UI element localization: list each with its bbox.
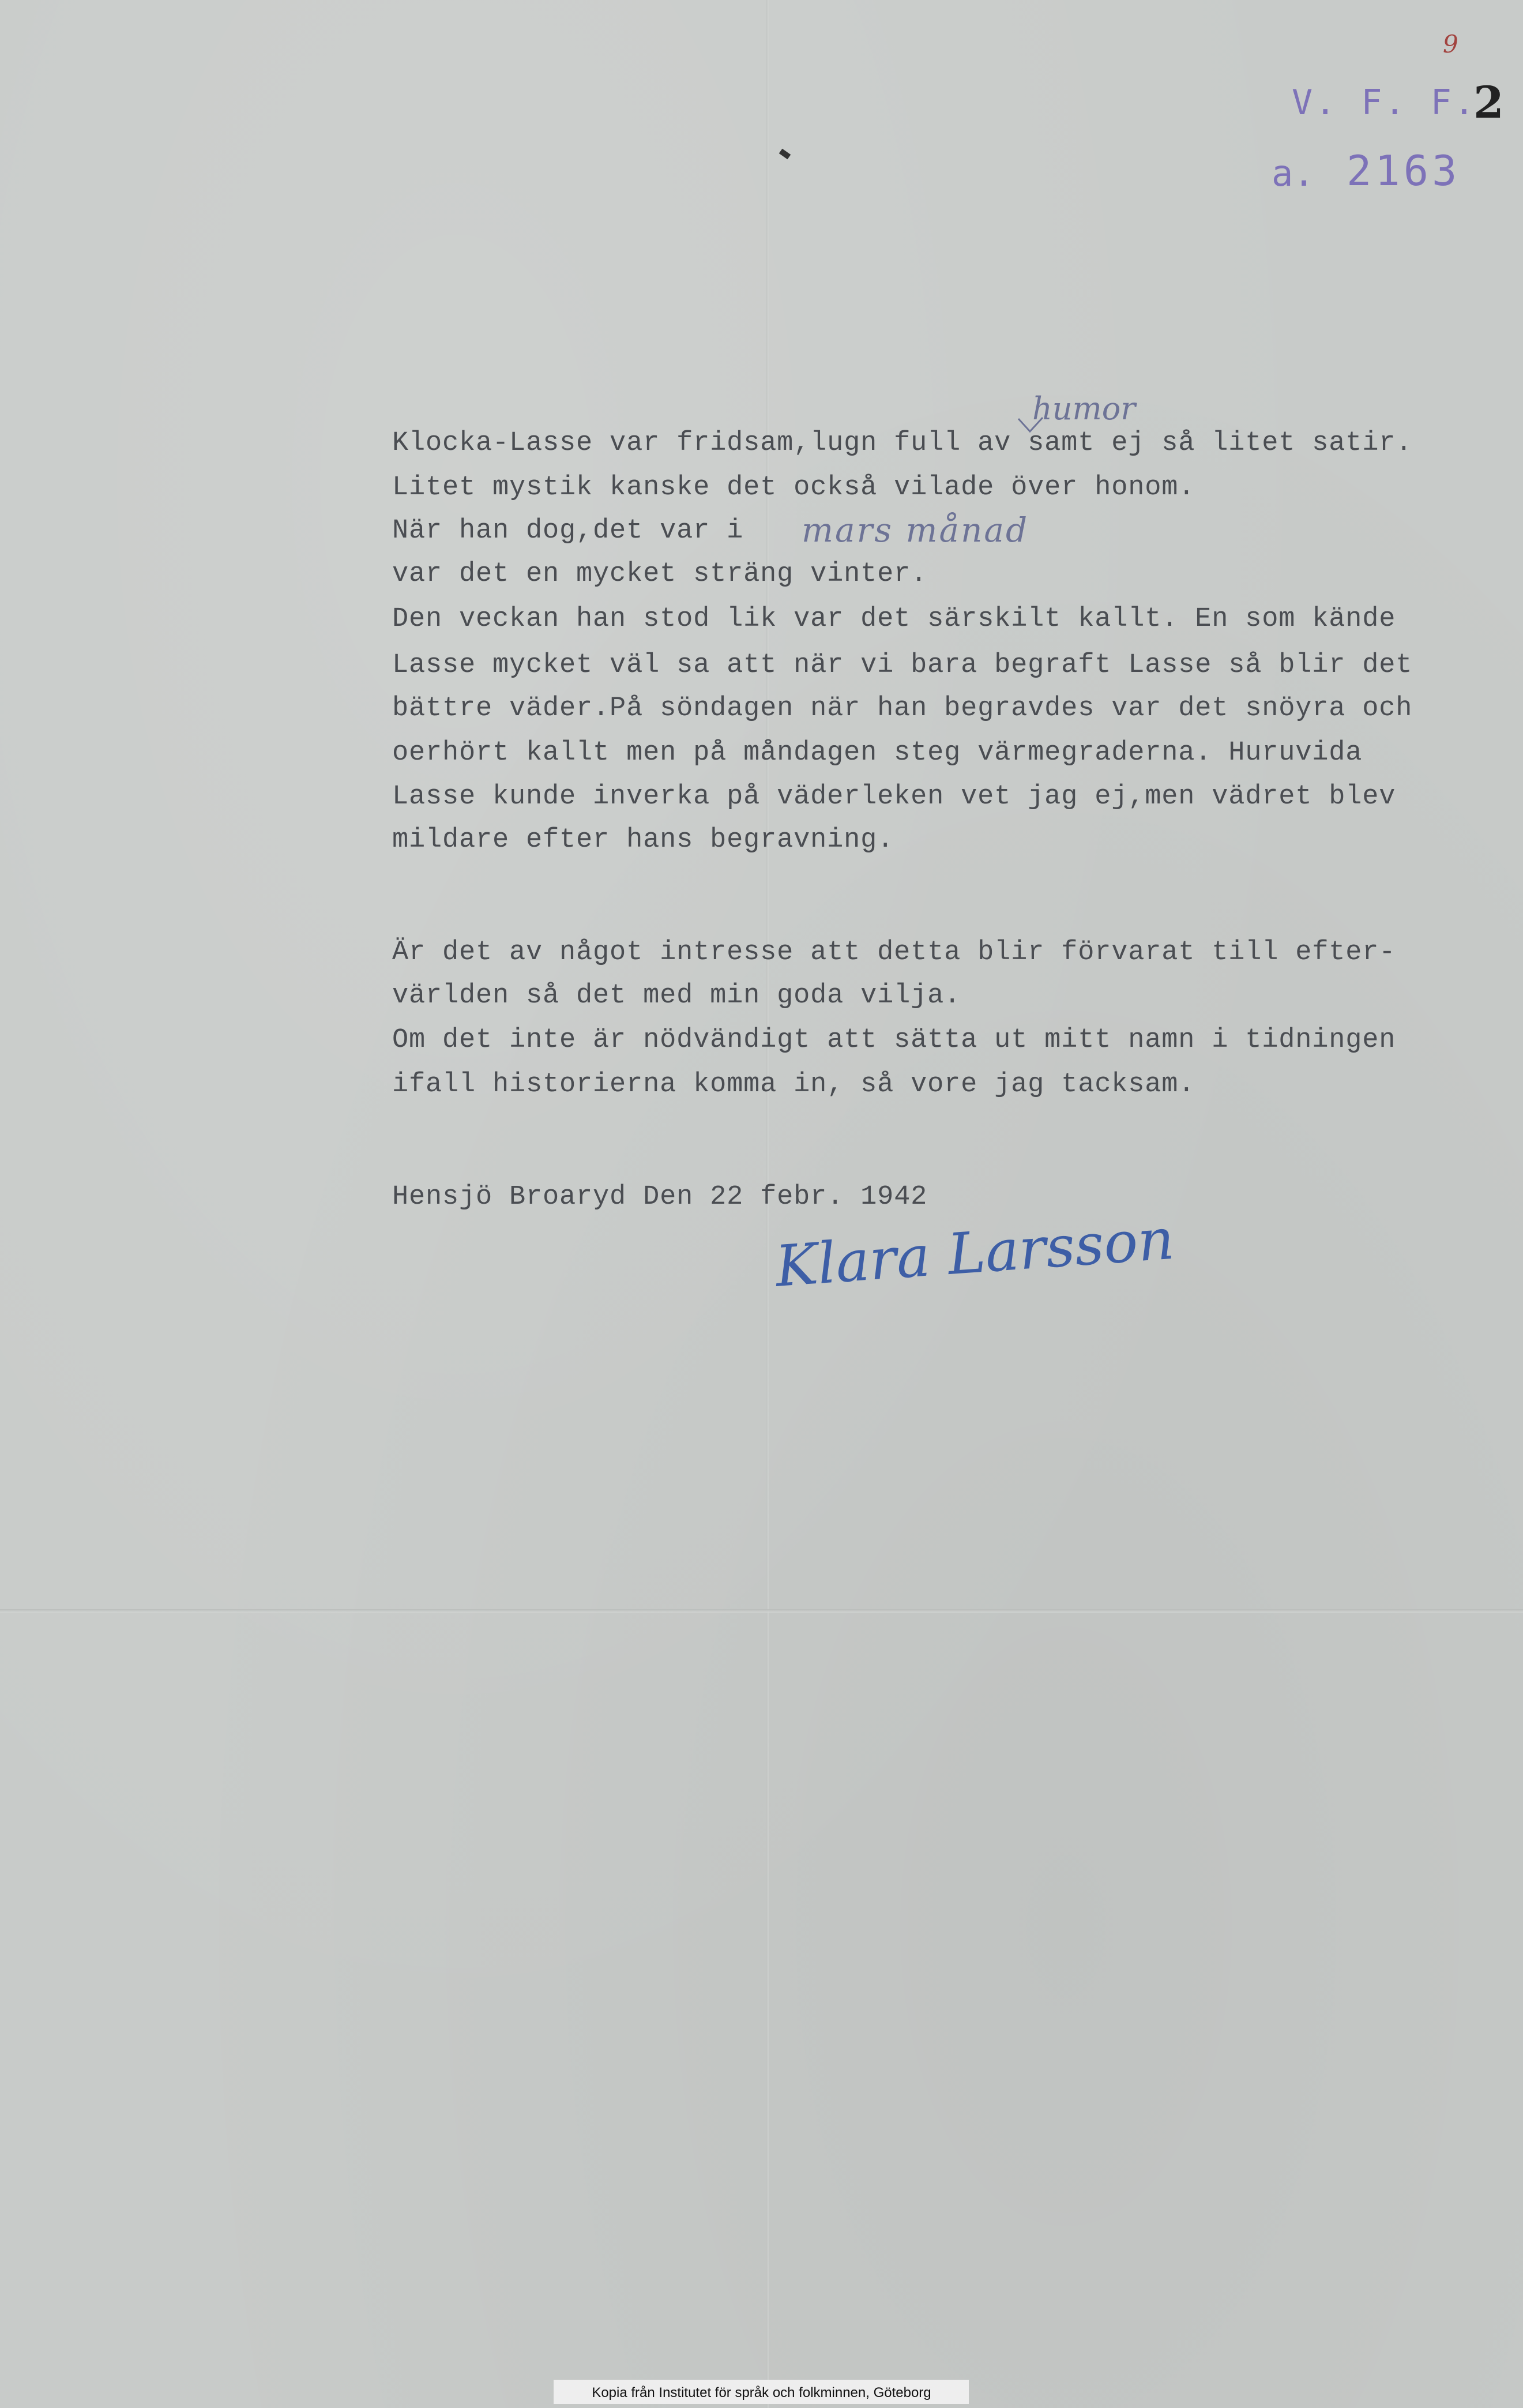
horizontal-fold-line xyxy=(0,1609,1523,1613)
letter-line-10: mildare efter hans begravning. xyxy=(392,825,894,855)
archive-stamp-prefix: a. xyxy=(1272,152,1315,194)
archive-stamp-volume-number: 2 xyxy=(1473,77,1504,128)
letter-line-1: Klocka-Lasse var fridsam,lugn full av samt ej så litet satir. xyxy=(392,428,1413,459)
letter-line-5: Den veckan han stod lik var det särskilt kallt. En som kände xyxy=(392,604,1396,634)
archive-copy-footer: Kopia från Institutet för språk och folkminnen, Göteborg xyxy=(592,2385,931,2401)
letter-line-13: Om det inte är nödvändigt att sätta ut mitt namn i tidningen xyxy=(392,1025,1396,1055)
letter-line-8: oerhört kallt men på måndagen steg värmegraderna. Huruvida xyxy=(392,738,1363,768)
letter-line-2: Litet mystik kanske det också vilade över honom. xyxy=(392,472,1195,503)
letter-line-7: bättre väder.På söndagen när han begravdes var det snöyra och xyxy=(392,693,1413,724)
letter-line-3: När han dog,det var i xyxy=(392,516,744,546)
stray-mark xyxy=(779,149,791,160)
letter-line-6: Lasse mycket väl sa att när vi bara begraft Lasse så blir det xyxy=(392,650,1413,681)
handwritten-insertion-humor: humor xyxy=(1032,390,1136,427)
letter-line-14: ifall historierna komma in, så vore jag tacksam. xyxy=(392,1069,1195,1100)
archive-page-number: 9 xyxy=(1443,30,1458,58)
letter-line-12: världen så det med min goda vilja. xyxy=(392,981,961,1011)
letter-line-11: Är det av något intresse att detta blir förvarat till efter- xyxy=(392,937,1396,968)
archive-stamp-accession-number: 2163 xyxy=(1347,146,1461,195)
archive-stamp-vff: V. F. F. xyxy=(1292,82,1477,123)
insertion-caret-mark xyxy=(1016,416,1045,434)
letter-line-4: var det en mycket sträng vinter. xyxy=(392,559,928,589)
handwritten-signature: Klara Larsson xyxy=(773,1206,1176,1300)
handwritten-insertion-month: mars månad xyxy=(802,510,1029,550)
letter-date-line: Hensjö Broaryd Den 22 febr. 1942 xyxy=(392,1182,928,1212)
letter-line-9: Lasse kunde inverka på väderleken vet jag ej,men vädret blev xyxy=(392,782,1396,812)
